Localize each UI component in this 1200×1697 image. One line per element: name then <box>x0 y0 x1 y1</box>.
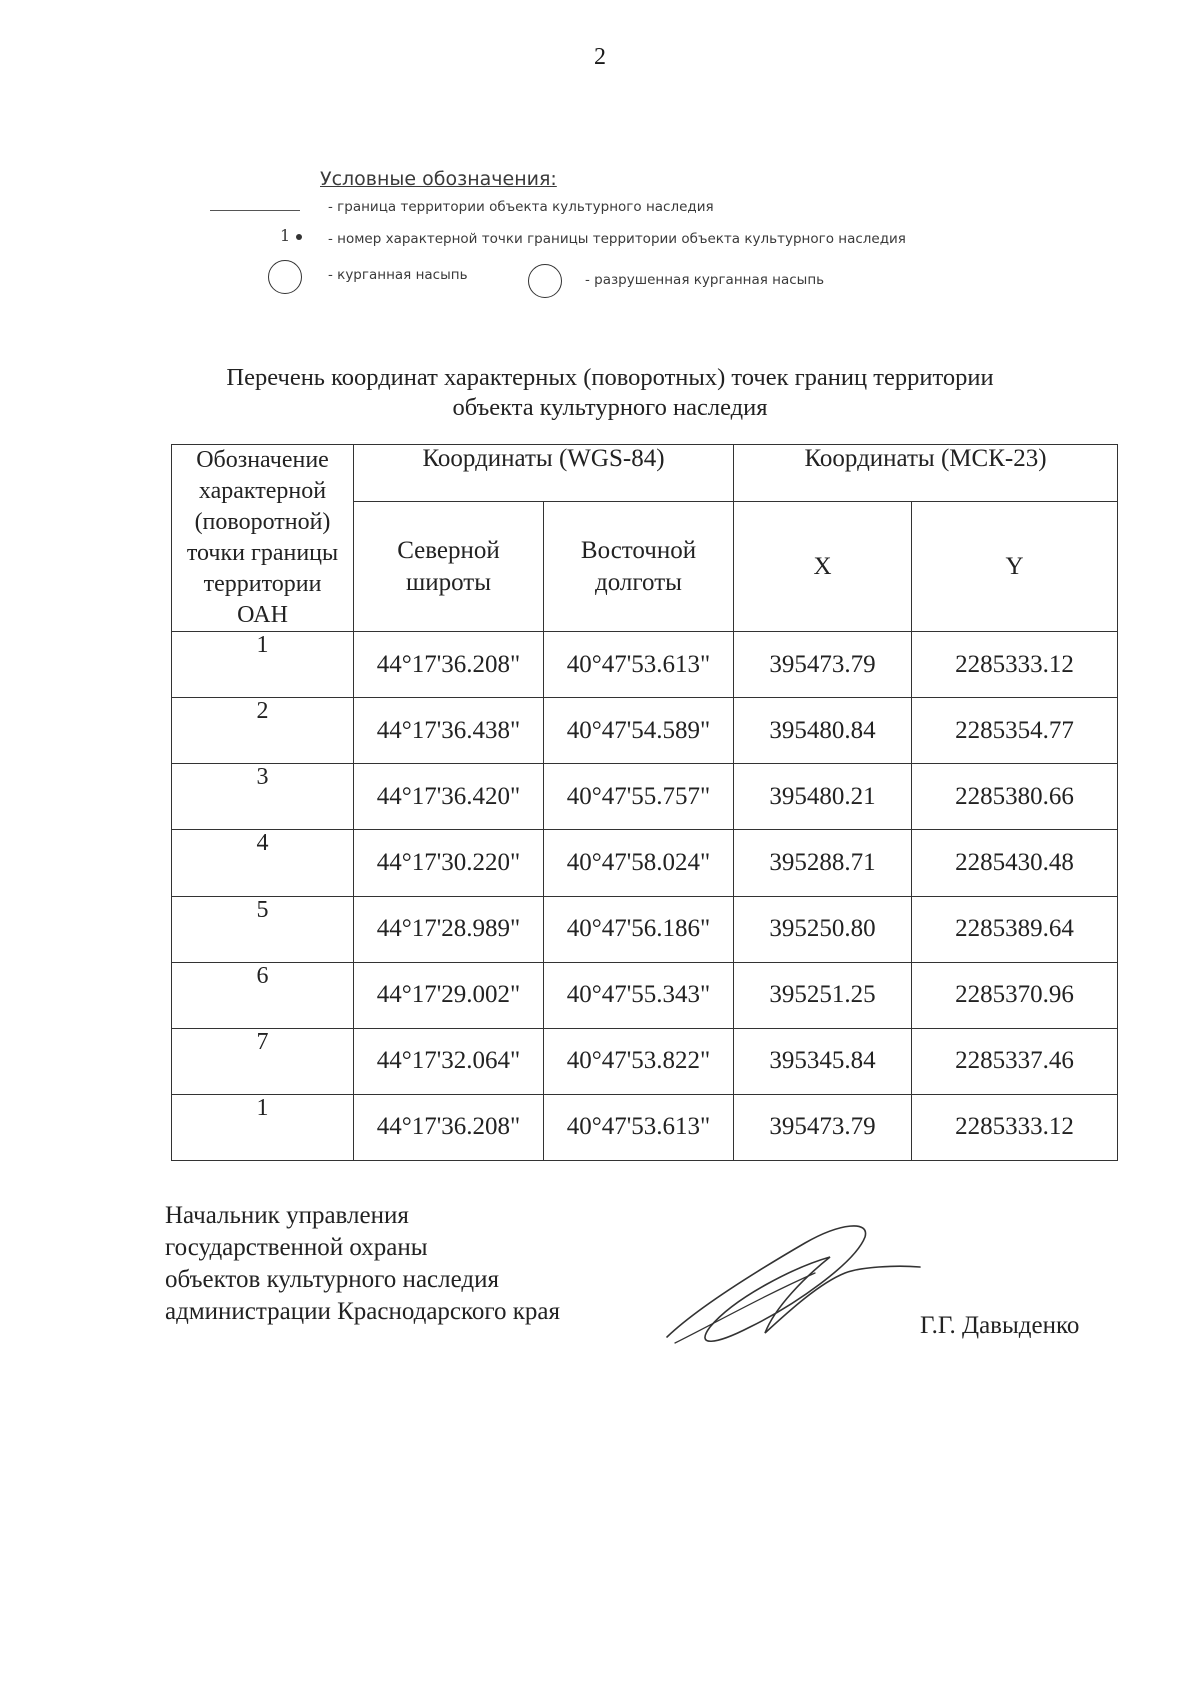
table-row <box>172 1094 1118 1160</box>
cell-north: 44°17'36.420" <box>354 764 544 830</box>
coordinates-table <box>171 444 1118 1161</box>
cell-x: 395480.84 <box>734 698 912 764</box>
signer-name: Г.Г. Давыденко <box>920 1312 1080 1339</box>
legend-item-boundary: - граница территории объекта культурного наследия <box>328 199 714 215</box>
cell-point: 7 <box>172 1028 354 1094</box>
table-row <box>172 764 1118 830</box>
boundary-line-symbol <box>210 210 300 211</box>
cell-east: 40°47'53.822" <box>544 1028 734 1094</box>
cell-x: 395288.71 <box>734 830 912 896</box>
page-number: 2 <box>594 44 606 70</box>
legend-item-mound: - курганная насыпь <box>328 267 468 283</box>
cell-y: 2285333.12 <box>912 1094 1118 1160</box>
signatory-position <box>165 1200 560 1328</box>
header-east-longitude: Восточной долготы <box>544 502 734 632</box>
cell-y: 2285333.12 <box>912 632 1118 698</box>
mound-circle-icon <box>268 260 302 294</box>
cell-point: 6 <box>172 962 354 1028</box>
cell-point: 3 <box>172 764 354 830</box>
cell-x: 395345.84 <box>734 1028 912 1094</box>
table-row <box>172 1028 1118 1094</box>
cell-point: 4 <box>172 830 354 896</box>
cell-y: 2285337.46 <box>912 1028 1118 1094</box>
legend-title: Условные обозначения: <box>320 168 557 190</box>
cell-north: 44°17'36.208" <box>354 1094 544 1160</box>
table-row <box>172 632 1118 698</box>
table-row <box>172 830 1118 896</box>
cell-north: 44°17'36.438" <box>354 698 544 764</box>
cell-point: 5 <box>172 896 354 962</box>
table-caption <box>180 363 1040 423</box>
caption-line-1: Перечень координат характерных (поворотных) точек границ территории <box>226 364 994 391</box>
cell-y: 2285354.77 <box>912 698 1118 764</box>
cell-y: 2285370.96 <box>912 962 1118 1028</box>
header-north-latitude: Северной широты <box>354 502 544 632</box>
position-line: администрации Краснодарского края <box>165 1298 561 1325</box>
cell-north: 44°17'30.220" <box>354 830 544 896</box>
cell-y: 2285389.64 <box>912 896 1118 962</box>
point-number-symbol: 1 <box>280 226 302 245</box>
cell-x: 395250.80 <box>734 896 912 962</box>
table-row <box>172 698 1118 764</box>
header-msk23-group: Координаты (МСК-23) <box>734 445 1118 502</box>
handwritten-signature <box>655 1215 925 1355</box>
table-row <box>172 962 1118 1028</box>
cell-y: 2285430.48 <box>912 830 1118 896</box>
header-y: Y <box>912 502 1118 632</box>
cell-x: 395473.79 <box>734 632 912 698</box>
cell-x: 395480.21 <box>734 764 912 830</box>
cell-east: 40°47'53.613" <box>544 632 734 698</box>
cell-point: 1 <box>172 632 354 698</box>
header-wgs84-group: Координаты (WGS-84) <box>354 445 734 502</box>
cell-east: 40°47'58.024" <box>544 830 734 896</box>
destroyed-mound-circle-icon <box>528 264 562 298</box>
position-line: Начальник управления <box>165 1202 409 1229</box>
cell-east: 40°47'54.589" <box>544 698 734 764</box>
caption-line-2: объекта культурного наследия <box>452 394 768 421</box>
cell-north: 44°17'28.989" <box>354 896 544 962</box>
cell-north: 44°17'29.002" <box>354 962 544 1028</box>
legend <box>210 168 1060 303</box>
point-dot-icon <box>296 234 302 240</box>
cell-east: 40°47'56.186" <box>544 896 734 962</box>
cell-point: 1 <box>172 1094 354 1160</box>
cell-north: 44°17'32.064" <box>354 1028 544 1094</box>
cell-north: 44°17'36.208" <box>354 632 544 698</box>
cell-east: 40°47'53.613" <box>544 1094 734 1160</box>
position-line: государственной охраны <box>165 1234 428 1261</box>
header-x: X <box>734 502 912 632</box>
cell-east: 40°47'55.343" <box>544 962 734 1028</box>
cell-x: 395473.79 <box>734 1094 912 1160</box>
cell-point: 2 <box>172 698 354 764</box>
cell-x: 395251.25 <box>734 962 912 1028</box>
legend-item-point-number: - номер характерной точки границы территории объекта культурного наследия <box>328 231 906 247</box>
header-point-designation: Обозначение характерной (поворотной) точки границы территории ОАН <box>172 445 354 632</box>
cell-east: 40°47'55.757" <box>544 764 734 830</box>
cell-y: 2285380.66 <box>912 764 1118 830</box>
legend-item-destroyed-mound: - разрушенная курганная насыпь <box>585 272 825 288</box>
table-row <box>172 896 1118 962</box>
position-line: объектов культурного наследия <box>165 1266 499 1293</box>
